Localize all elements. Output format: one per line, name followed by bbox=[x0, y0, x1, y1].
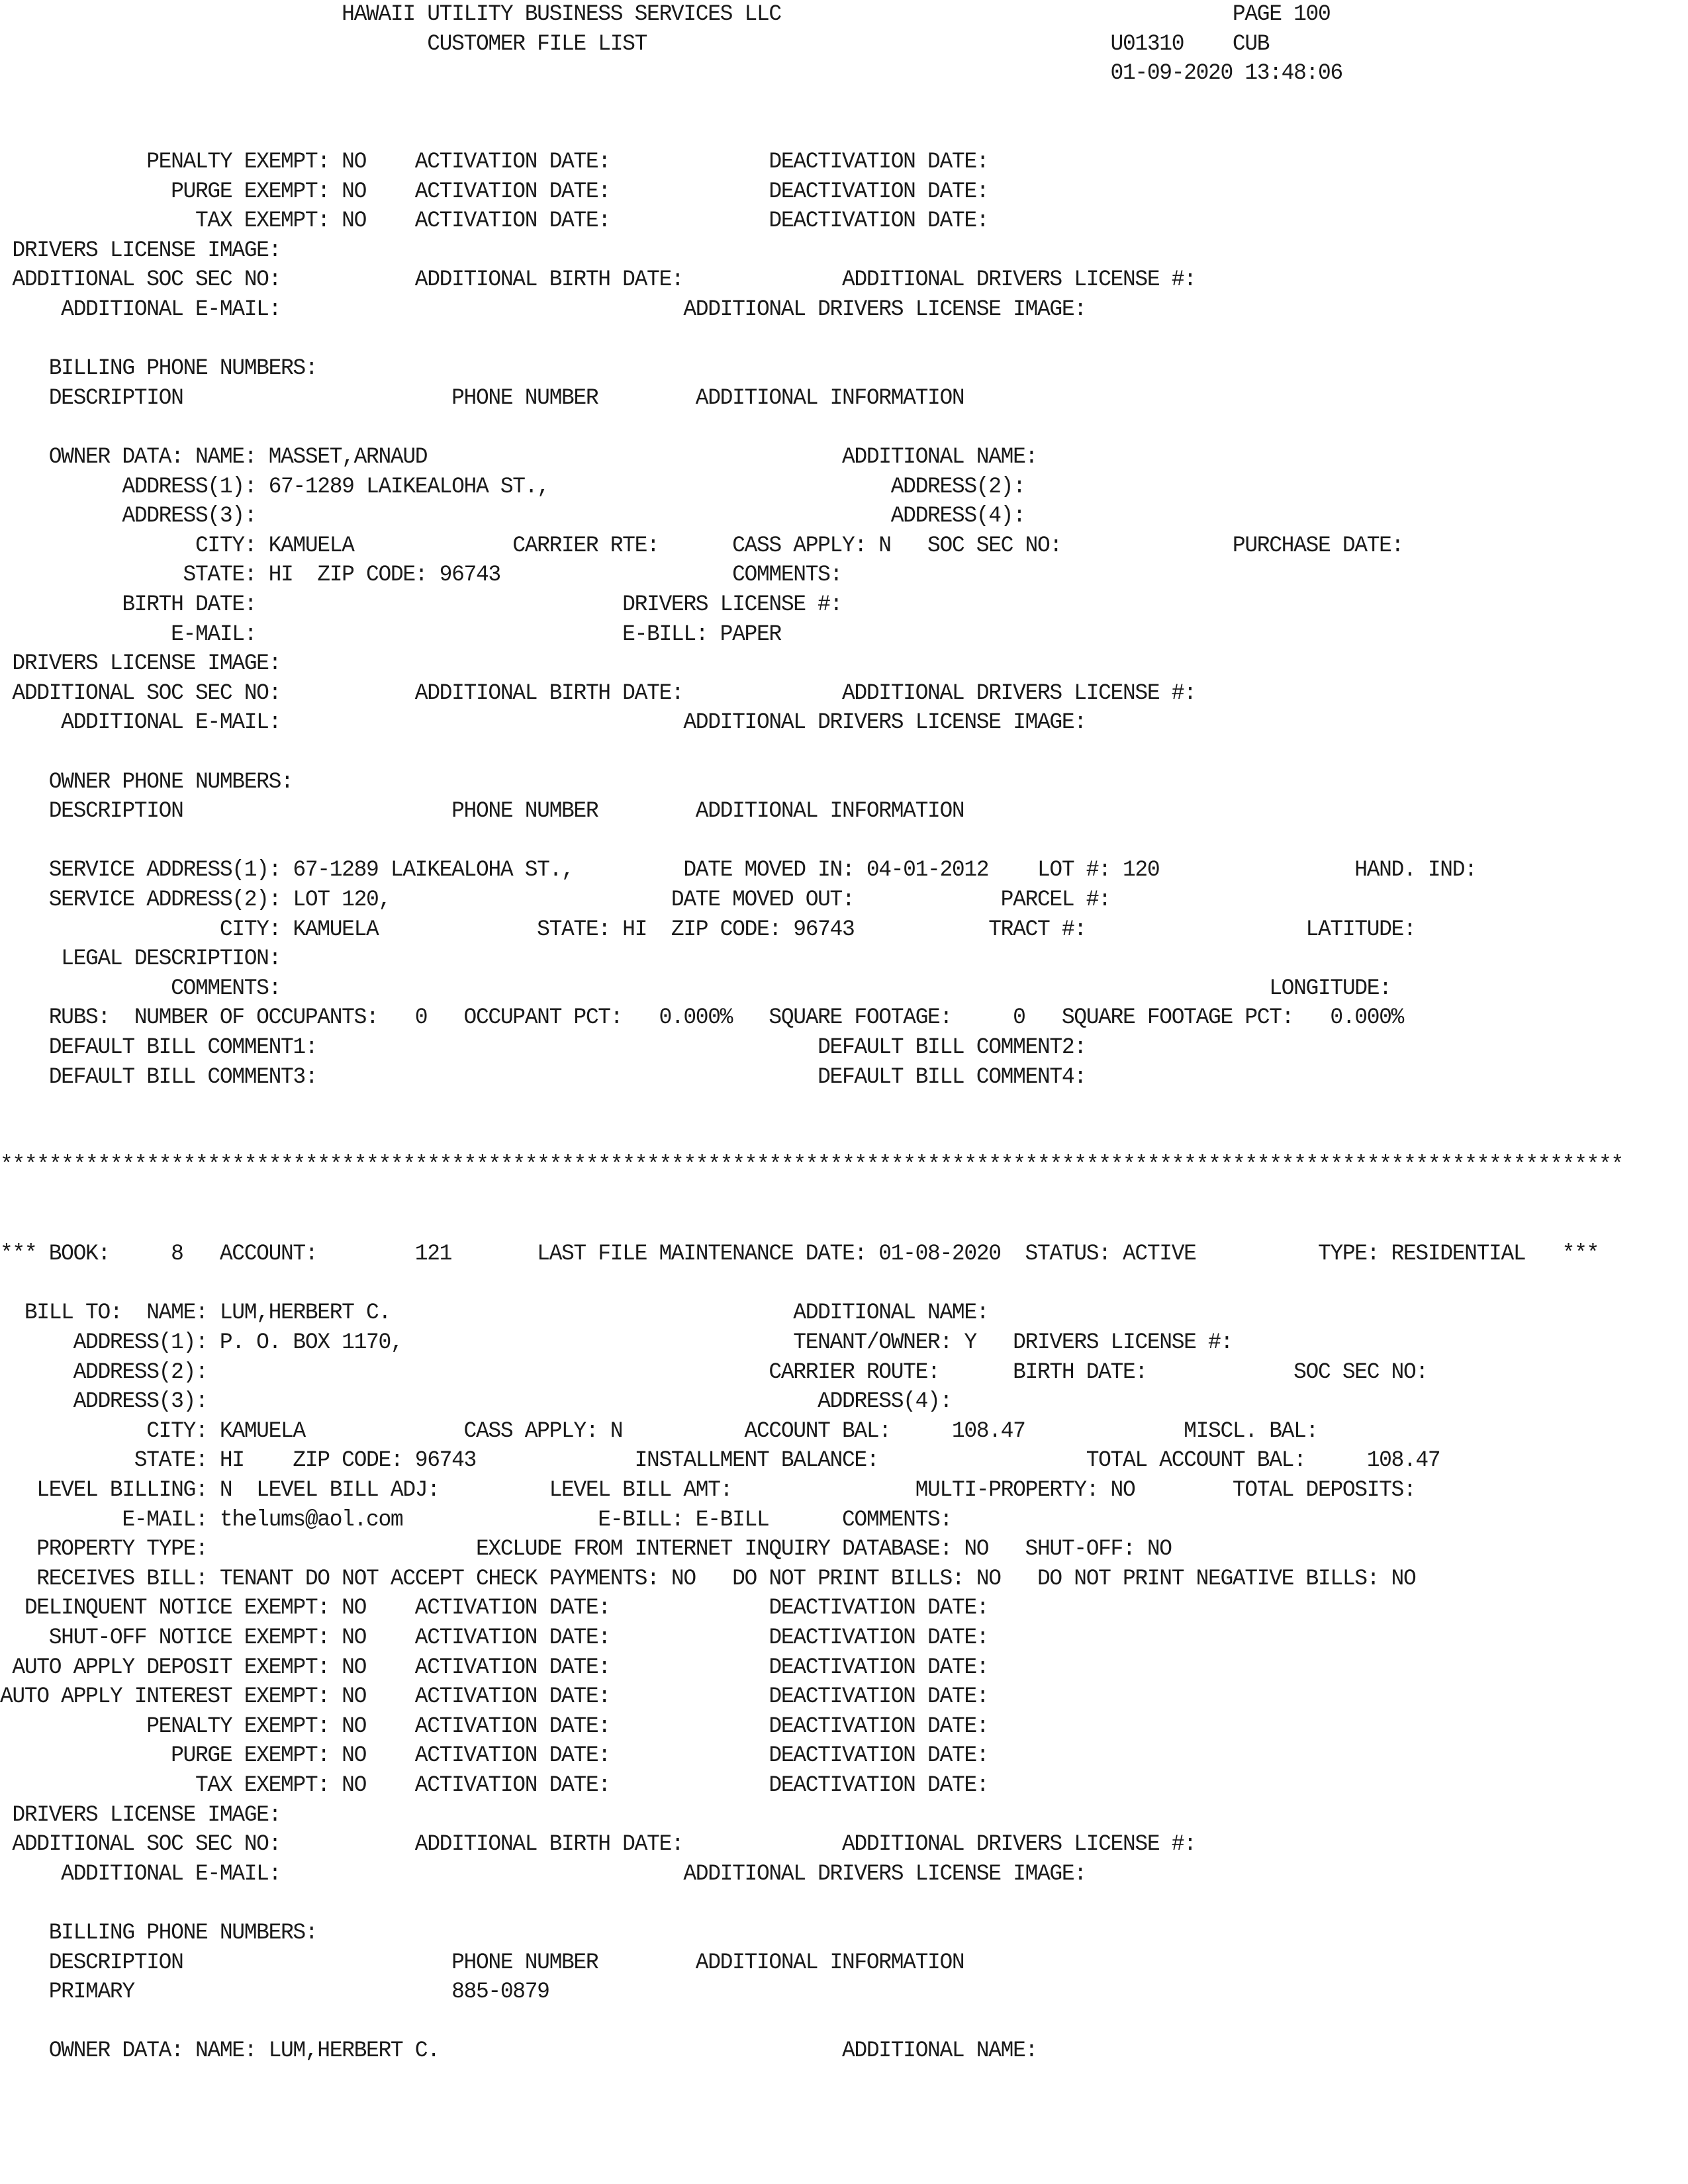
report-line: ADDITIONAL SOC SEC NO: ADDITIONAL BIRTH DATE: ADDITIONAL DRIVERS LICENSE #: bbox=[0, 267, 1196, 293]
report-line: STATE: HI ZIP CODE: 96743 INSTALLMENT BALANCE: TOTAL ACCOUNT BAL: 108.47 bbox=[0, 1447, 1440, 1474]
report-line: CUSTOMER FILE LIST U01310 CUB bbox=[0, 30, 1270, 57]
report-line: ADDRESS(3): ADDRESS(4): bbox=[0, 503, 1025, 529]
report-line: ADDRESS(2): CARRIER ROUTE: BIRTH DATE: SOC SEC NO: bbox=[0, 1359, 1428, 1385]
report-line: AUTO APPLY INTEREST EXEMPT: NO ACTIVATION DATE: DEACTIVATION DATE: bbox=[0, 1684, 989, 1710]
report-line: STATE: HI ZIP CODE: 96743 COMMENTS: bbox=[0, 562, 843, 588]
report-line: SHUT-OFF NOTICE EXEMPT: NO ACTIVATION DATE: DEACTIVATION DATE: bbox=[0, 1625, 989, 1651]
report-line: ADDITIONAL E-MAIL: ADDITIONAL DRIVERS LICENSE IMAGE: bbox=[0, 296, 1086, 322]
report-line: AUTO APPLY DEPOSIT EXEMPT: NO ACTIVATION DATE: DEACTIVATION DATE: bbox=[0, 1654, 989, 1680]
report-line: ADDITIONAL E-MAIL: ADDITIONAL DRIVERS LICENSE IMAGE: bbox=[0, 1860, 1086, 1887]
report-line: TAX EXEMPT: NO ACTIVATION DATE: DEACTIVATION DATE: bbox=[0, 208, 989, 234]
report-line: *** BOOK: 8 ACCOUNT: 121 LAST FILE MAINTENANCE DATE: 01-08-2020 STATUS: ACTIVE TYPE: RESIDENTIAL *** bbox=[0, 1241, 1599, 1267]
report-line: DESCRIPTION PHONE NUMBER ADDITIONAL INFORMATION bbox=[0, 798, 964, 825]
report-line: DESCRIPTION PHONE NUMBER ADDITIONAL INFORMATION bbox=[0, 385, 964, 411]
report-line: E-MAIL: E-BILL: PAPER bbox=[0, 621, 781, 647]
report-line: ADDRESS(3): ADDRESS(4): bbox=[0, 1388, 952, 1415]
report-line: PENALTY EXEMPT: NO ACTIVATION DATE: DEACTIVATION DATE: bbox=[0, 149, 989, 175]
report-line: PURGE EXEMPT: NO ACTIVATION DATE: DEACTIVATION DATE: bbox=[0, 178, 989, 205]
report-line: RECEIVES BILL: TENANT DO NOT ACCEPT CHECK PAYMENTS: NO DO NOT PRINT BILLS: NO DO NOT PRINT NEGATIVE BILLS: NO bbox=[0, 1565, 1416, 1592]
report-line: CITY: KAMUELA STATE: HI ZIP CODE: 96743 TRACT #: LATITUDE: bbox=[0, 916, 1416, 942]
report-line: TAX EXEMPT: NO ACTIVATION DATE: DEACTIVATION DATE: bbox=[0, 1772, 989, 1798]
report-line: SERVICE ADDRESS(2): LOT 120, DATE MOVED OUT: PARCEL #: bbox=[0, 887, 1111, 913]
report-line: PROPERTY TYPE: EXCLUDE FROM INTERNET INQUIRY DATABASE: NO SHUT-OFF: NO bbox=[0, 1536, 1172, 1563]
report-line: ADDRESS(1): 67-1289 LAIKEALOHA ST., ADDRESS(2): bbox=[0, 473, 1025, 500]
report-line: PRIMARY 885-0879 bbox=[0, 1979, 549, 2005]
report-line: ADDRESS(1): P. O. BOX 1170, TENANT/OWNER: Y DRIVERS LICENSE #: bbox=[0, 1330, 1233, 1355]
report-line: LEGAL DESCRIPTION: bbox=[0, 946, 281, 972]
report-line: PURGE EXEMPT: NO ACTIVATION DATE: DEACTIVATION DATE: bbox=[0, 1743, 989, 1769]
report-line: BILLING PHONE NUMBERS: bbox=[0, 355, 318, 382]
report-line: BIRTH DATE: DRIVERS LICENSE #: bbox=[0, 592, 843, 617]
report-line: 01-09-2020 13:48:06 bbox=[0, 60, 1342, 87]
report-line: BILL TO: NAME: LUM,HERBERT C. ADDITIONAL NAME: bbox=[0, 1300, 989, 1326]
report-line: ADDITIONAL SOC SEC NO: ADDITIONAL BIRTH DATE: ADDITIONAL DRIVERS LICENSE #: bbox=[0, 680, 1196, 706]
report-line: PENALTY EXEMPT: NO ACTIVATION DATE: DEACTIVATION DATE: bbox=[0, 1713, 989, 1739]
report-line: DEFAULT BILL COMMENT3: DEFAULT BILL COMMENT4: bbox=[0, 1064, 1086, 1090]
report-line: HAWAII UTILITY BUSINESS SERVICES LLC PAGE 100 bbox=[0, 1, 1331, 27]
report-line: SERVICE ADDRESS(1): 67-1289 LAIKEALOHA ST., DATE MOVED IN: 04-01-2012 LOT #: 120 HAND. IND: bbox=[0, 857, 1477, 884]
report-line: RUBS: NUMBER OF OCCUPANTS: 0 OCCUPANT PCT: 0.000% SQUARE FOOTAGE: 0 SQUARE FOOTAGE PCT: 0.000% bbox=[0, 1005, 1403, 1031]
report-line: ADDITIONAL E-MAIL: ADDITIONAL DRIVERS LICENSE IMAGE: bbox=[0, 709, 1086, 736]
report-line: OWNER DATA: NAME: LUM,HERBERT C. ADDITIONAL NAME: bbox=[0, 2038, 1037, 2064]
report-line: DEFAULT BILL COMMENT1: DEFAULT BILL COMMENT2: bbox=[0, 1034, 1086, 1060]
report-line: ADDITIONAL SOC SEC NO: ADDITIONAL BIRTH DATE: ADDITIONAL DRIVERS LICENSE #: bbox=[0, 1831, 1196, 1858]
report-line: DRIVERS LICENSE IMAGE: bbox=[0, 1801, 281, 1828]
report-line: DRIVERS LICENSE IMAGE: bbox=[0, 651, 281, 677]
report-line: COMMENTS: LONGITUDE: bbox=[0, 975, 1391, 1001]
report-line: LEVEL BILLING: N LEVEL BILL ADJ: LEVEL BILL AMT: MULTI-PROPERTY: NO TOTAL DEPOSITS: bbox=[0, 1477, 1416, 1503]
report-line: ************************************************************************************************************************************* bbox=[0, 1152, 1623, 1179]
report-line: CITY: KAMUELA CARRIER RTE: CASS APPLY: N SOC SEC NO: PURCHASE DATE: bbox=[0, 532, 1403, 559]
report-line: E-MAIL: thelums@aol.com E-BILL: E-BILL COMMENTS: bbox=[0, 1506, 952, 1533]
report-line: OWNER PHONE NUMBERS: bbox=[0, 768, 293, 795]
report-line: DRIVERS LICENSE IMAGE: bbox=[0, 237, 281, 263]
report-line: OWNER DATA: NAME: MASSET,ARNAUD ADDITIONAL NAME: bbox=[0, 444, 1037, 470]
report-line: DELINQUENT NOTICE EXEMPT: NO ACTIVATION DATE: DEACTIVATION DATE: bbox=[0, 1595, 989, 1621]
report-line: BILLING PHONE NUMBERS: bbox=[0, 1920, 318, 1946]
report-line: CITY: KAMUELA CASS APPLY: N ACCOUNT BAL: 108.47 MISCL. BAL: bbox=[0, 1418, 1318, 1444]
report-line: DESCRIPTION PHONE NUMBER ADDITIONAL INFORMATION bbox=[0, 1949, 964, 1976]
